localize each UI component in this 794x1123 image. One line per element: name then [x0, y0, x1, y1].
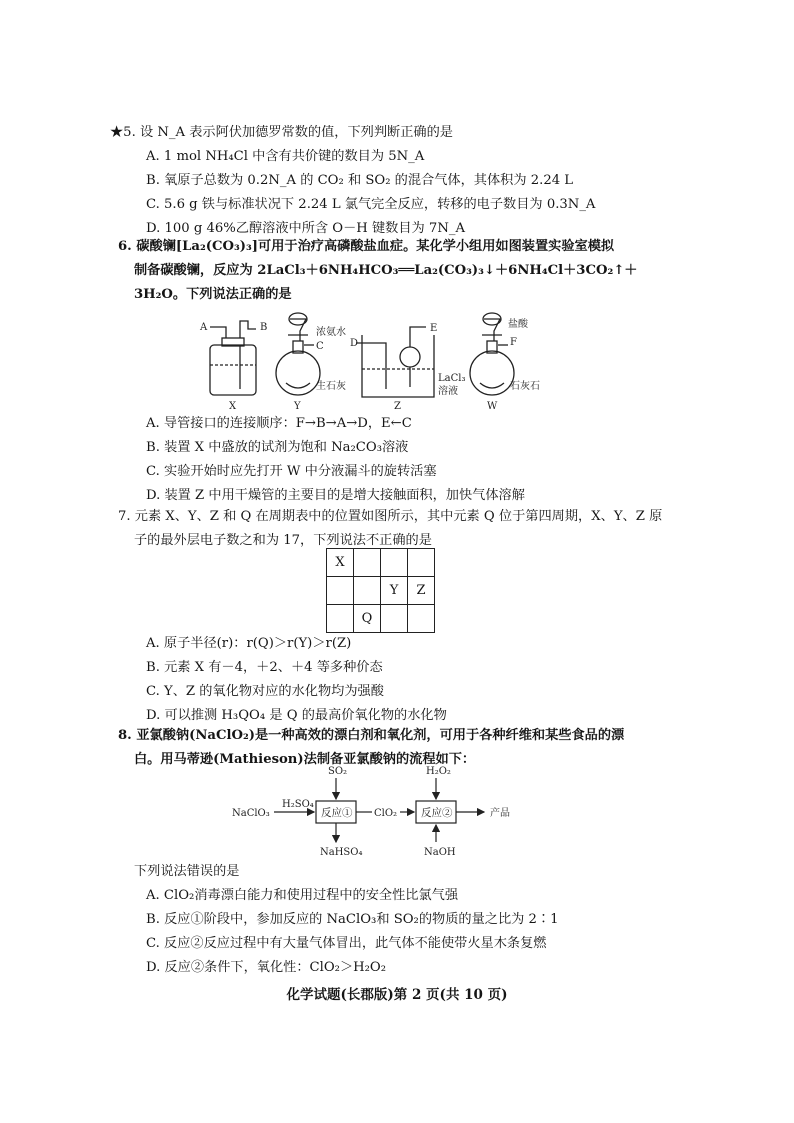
q6-option-c: C. 实验开始时应先打开 W 中分液漏斗的旋转活塞: [146, 464, 437, 479]
table-cell: [327, 577, 354, 605]
table-cell: Y: [381, 577, 408, 605]
table-cell: X: [327, 549, 354, 577]
label-a: A: [200, 322, 208, 333]
table-cell: Z: [408, 577, 435, 605]
question-8-options: [118, 860, 730, 980]
label-x: X: [229, 401, 237, 412]
process-flow-diagram: [232, 764, 522, 860]
table-cell: [408, 549, 435, 577]
q6-option-b: B. 装置 X 中盛放的试剂为饱和 Na₂CO₃溶液: [146, 440, 409, 455]
label-w: W: [487, 401, 498, 412]
table-cell: Q: [354, 605, 381, 633]
label-c: C: [316, 341, 324, 352]
table-cell: [354, 577, 381, 605]
flow-product: 产品: [490, 808, 510, 819]
q8-stem-line-1: 8. 亚氯酸钠(NaClO₂)是一种高效的漂白剂和氧化剂，可用于各种纤维和某些食品的漂: [118, 728, 625, 743]
q5-option-d: D. 100 g 46%乙醇溶液中所含 O－H 键数目为 7N_A: [146, 221, 465, 236]
q5-option-a: A. 1 mol NH₄Cl 中含有共价键的数目为 5N_A: [146, 149, 425, 164]
question-6: [118, 235, 730, 307]
tube-e: [410, 327, 426, 347]
label-ammonia: 浓氨水: [316, 327, 346, 338]
table-row: [327, 605, 435, 633]
q8-stem-line-2: 白。用马蒂逊(Mathieson)法制备亚氯酸钠的流程如下：: [134, 752, 476, 767]
q7-option-a: A. 原子半径(r)：r(Q)＞r(Y)＞r(Z): [146, 636, 352, 651]
q7-option-c: C. Y、Z 的氧化物对应的水化物均为强酸: [146, 684, 384, 699]
q7-option-b: B. 元素 X 有－4，＋2、＋4 等多种价态: [146, 660, 383, 675]
label-b: B: [260, 322, 268, 333]
label-f: F: [510, 337, 517, 348]
label-solution: 溶液: [438, 386, 458, 397]
periodic-table-fragment: [326, 548, 435, 633]
tube-b: [240, 321, 256, 338]
label-d: D: [350, 338, 359, 349]
table-row: [327, 549, 435, 577]
page-footer: 化学试题(长郡版)第 2 页(共 10 页): [286, 987, 508, 1003]
q6-option-d: D. 装置 Z 中用干燥管的主要目的是增大接触面积，加快气体溶解: [146, 488, 525, 503]
q6-option-a: A. 导管接口的连接顺序：F→B→A→D，E←C: [146, 416, 412, 431]
q8-prompt: 下列说法错误的是: [134, 864, 240, 879]
q5-option-c: C. 5.6 g 铁与标准状况下 2.24 L 氯气完全反应，转移的电子数目为 0.3N_A: [146, 197, 596, 212]
tube-d: [356, 343, 386, 389]
table-row: [327, 577, 435, 605]
tube-a: [210, 327, 226, 338]
question-5: [110, 121, 730, 241]
label-lime: 生石灰: [316, 381, 346, 392]
q8-option-b: B. 反应①阶段中，参加反应的 NaClO₃和 SO₂的物质的量之比为 2∶1: [146, 912, 559, 927]
table-cell: [354, 549, 381, 577]
table-cell: [381, 605, 408, 633]
flow-reaction-1: 反应①: [321, 807, 353, 819]
q8-option-a: A. ClO₂消毒漂白能力和使用过程中的安全性比氯气强: [146, 888, 459, 903]
flow-naoh: NaOH: [424, 847, 456, 858]
question-6-options: [118, 412, 730, 508]
flow-so2: SO₂: [328, 766, 348, 777]
question-7: [118, 505, 730, 553]
label-limestone: 石灰石: [510, 381, 540, 392]
flow-nahso4: NaHSO₄: [320, 847, 363, 858]
q6-stem-line-1: 6. 碳酸镧[La₂(CO₃)₃]可用于治疗高磷酸盐血症。某化学小组用如图装置实验室模拟: [118, 239, 615, 254]
label-hcl: 盐酸: [508, 319, 528, 330]
label-e: E: [430, 323, 438, 334]
label-z: Z: [394, 401, 401, 412]
label-y: Y: [294, 401, 301, 412]
question-7-options: [118, 632, 730, 728]
q6-stem-line-3: 3H₂O。下列说法正确的是: [134, 287, 292, 302]
apparatus-figure: [190, 305, 570, 415]
flow-reaction-2: 反应②: [421, 807, 453, 819]
table-cell: [327, 605, 354, 633]
table-cell: [381, 549, 408, 577]
q5-option-b: B. 氧原子总数为 0.2N_A 的 CO₂ 和 SO₂ 的混合气体，其体积为 2.24 L: [146, 173, 574, 188]
flow-h2o2: H₂O₂: [426, 766, 451, 777]
q6-stem-line-2: 制备碳酸镧，反应为 2LaCl₃＋6NH₄HCO₃══La₂(CO₃)₃↓＋6NH₄Cl＋3CO₂↑＋: [134, 263, 638, 278]
q5-stem: ★5. 设 N_A 表示阿伏加德罗常数的值，下列判断正确的是: [110, 125, 453, 140]
q7-option-d: D. 可以推测 H₃QO₄ 是 Q 的最高价氧化物的水化物: [146, 708, 447, 723]
flow-acid: H₂SO₄: [282, 799, 314, 810]
q7-stem-line-2: 子的最外层电子数之和为 17，下列说法不正确的是: [134, 533, 432, 548]
q8-option-c: C. 反应②反应过程中有大量气体冒出，此气体不能使带火星木条复燃: [146, 936, 547, 951]
q7-stem-line-1: 7. 元素 X、Y、Z 和 Q 在周期表中的位置如图所示，其中元素 Q 位于第四周期，X、Y、Z 原: [118, 509, 663, 524]
label-lacl3: LaCl₃: [438, 373, 466, 384]
beaker-z: [362, 335, 434, 397]
flow-clo2: ClO₂: [374, 808, 398, 819]
table-cell: [408, 605, 435, 633]
bottle-x: [210, 345, 256, 395]
q8-option-d: D. 反应②条件下，氧化性：ClO₂＞H₂O₂: [146, 960, 387, 975]
flow-start: NaClO₃: [232, 808, 270, 819]
